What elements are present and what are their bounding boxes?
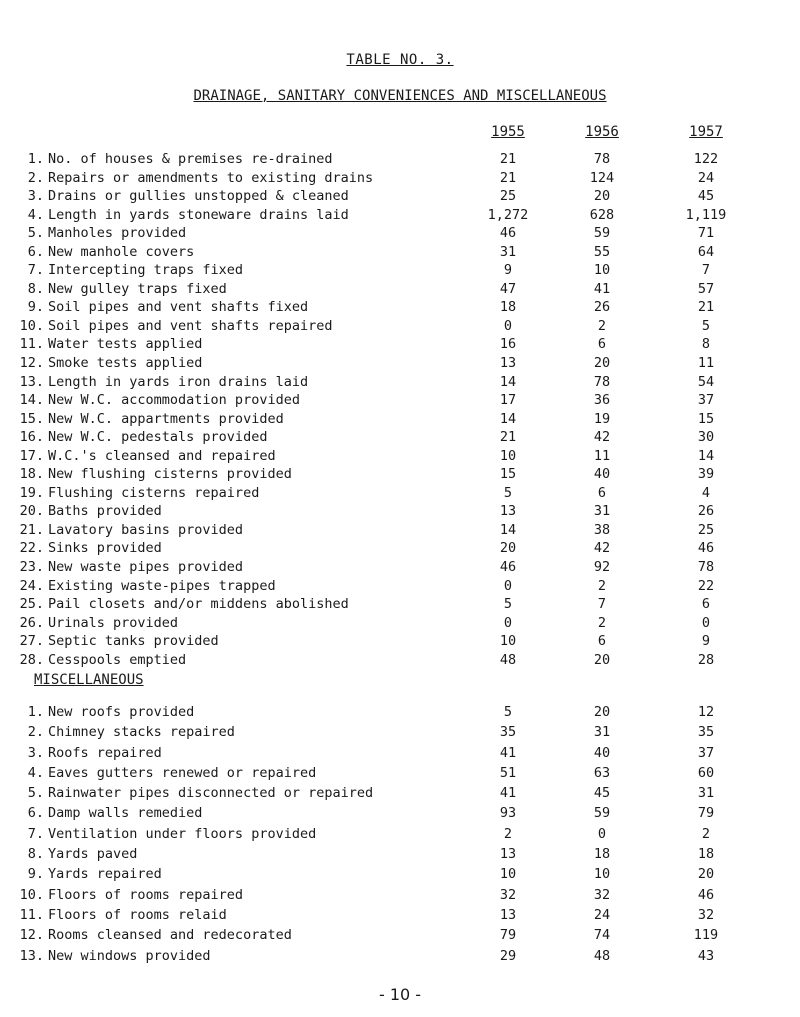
value-cell-1957: 71 (697, 225, 715, 242)
table-row (0, 206, 800, 225)
value-cell-1956: 6 (597, 484, 607, 501)
year-header-row (0, 124, 800, 144)
table-row (0, 391, 800, 410)
value-cell-1956: 0 (597, 825, 607, 842)
row-label: Smoke tests applied (48, 355, 203, 372)
table-row (0, 595, 800, 614)
row-label: New waste pipes provided (48, 559, 244, 576)
table-row (0, 783, 800, 803)
row-label: No. of houses & premises re-drained (48, 151, 333, 167)
row-number: 2. (27, 724, 44, 741)
row-number: 3. (27, 744, 44, 761)
row-label: Rooms cleansed and redecorated (48, 927, 292, 944)
value-cell-1957: 9 (701, 633, 711, 650)
value-cell-1956: 6 (597, 633, 607, 650)
value-cell-1956: 78 (593, 151, 611, 167)
row-label: Lavatory basins provided (48, 521, 244, 538)
value-cell-1955: 21 (499, 151, 517, 167)
value-cell-1955: 41 (499, 785, 517, 802)
table-row (0, 722, 800, 742)
value-cell-1956: 42 (593, 429, 611, 446)
value-cell-1955: 21 (499, 169, 517, 186)
value-cell-1957: 28 (697, 651, 715, 668)
value-cell-1957: 4 (701, 484, 711, 501)
table-row (0, 844, 800, 864)
row-number: 16. (19, 429, 44, 446)
row-label: Roofs repaired (48, 744, 162, 761)
value-cell-1957: 78 (697, 559, 715, 576)
drainage-table (0, 150, 800, 669)
value-cell-1955: 0 (503, 317, 513, 334)
misc-heading: MISCELLANEOUS (34, 672, 144, 688)
value-cell-1957: 0 (701, 614, 711, 631)
value-cell-1957: 1,119 (685, 206, 727, 223)
row-number: 23. (19, 559, 44, 576)
row-label: Yards paved (48, 846, 138, 863)
row-number: 1. (27, 704, 44, 720)
row-number: 8. (27, 846, 44, 863)
row-number: 4. (27, 764, 44, 781)
value-cell-1957: 15 (697, 410, 715, 427)
row-label: Eaves gutters renewed or repaired (48, 764, 317, 781)
table-row (0, 502, 800, 521)
table-row (0, 335, 800, 354)
table-row (0, 946, 800, 966)
row-number: 11. (19, 336, 44, 353)
value-cell-1957: 22 (697, 577, 715, 594)
value-cell-1957: 43 (697, 947, 715, 964)
value-cell-1957: 46 (697, 540, 715, 557)
value-cell-1955: 13 (499, 355, 517, 372)
value-cell-1955: 48 (499, 651, 517, 668)
row-number: 7. (27, 262, 44, 279)
table-row (0, 428, 800, 447)
row-label: New W.C. pedestals provided (48, 429, 268, 446)
row-label: New roofs provided (48, 704, 195, 720)
row-number: 14. (19, 392, 44, 409)
row-label: Urinals provided (48, 614, 179, 631)
table-row (0, 632, 800, 651)
value-cell-1956: 59 (593, 225, 611, 242)
value-cell-1956: 18 (593, 846, 611, 863)
row-number: 20. (19, 503, 44, 520)
value-cell-1956: 31 (593, 724, 611, 741)
value-cell-1957: 12 (697, 704, 715, 720)
value-cell-1956: 45 (593, 785, 611, 802)
table-row (0, 169, 800, 188)
value-cell-1957: 5 (701, 317, 711, 334)
row-label: Cesspools emptied (48, 651, 187, 668)
value-cell-1956: 124 (589, 169, 615, 186)
table-row (0, 905, 800, 925)
row-label: Sinks provided (48, 540, 162, 557)
value-cell-1955: 18 (499, 299, 517, 316)
row-number: 17. (19, 447, 44, 464)
table-row (0, 484, 800, 503)
row-label: Existing waste-pipes trapped (48, 577, 276, 594)
value-cell-1956: 19 (593, 410, 611, 427)
row-number: 19. (19, 484, 44, 501)
table-row (0, 261, 800, 280)
value-cell-1956: 40 (593, 744, 611, 761)
row-label: Intercepting traps fixed (48, 262, 244, 279)
row-number: 13. (19, 373, 44, 390)
value-cell-1957: 31 (697, 785, 715, 802)
value-cell-1956: 59 (593, 805, 611, 822)
value-cell-1955: 32 (499, 886, 517, 903)
value-cell-1955: 0 (503, 614, 513, 631)
table-row (0, 743, 800, 763)
value-cell-1955: 46 (499, 225, 517, 242)
row-number: 12. (19, 355, 44, 372)
value-cell-1956: 2 (597, 577, 607, 594)
row-number: 2. (27, 169, 44, 186)
value-cell-1957: 6 (701, 596, 711, 613)
row-number: 28. (19, 651, 44, 668)
row-label: Length in yards stoneware drains laid (48, 206, 349, 223)
row-number: 21. (19, 521, 44, 538)
row-label: Baths provided (48, 503, 162, 520)
value-cell-1957: 37 (697, 744, 715, 761)
row-number: 13. (19, 947, 44, 964)
value-cell-1956: 7 (597, 596, 607, 613)
table-row (0, 150, 800, 169)
row-number: 12. (19, 927, 44, 944)
value-cell-1956: 6 (597, 336, 607, 353)
value-cell-1955: 47 (499, 280, 517, 297)
table-row (0, 280, 800, 299)
table-row (0, 243, 800, 262)
row-label: Drains or gullies unstopped & cleaned (48, 188, 349, 205)
value-cell-1957: 7 (701, 262, 711, 279)
row-number: 15. (19, 410, 44, 427)
value-cell-1955: 10 (499, 447, 517, 464)
row-number: 5. (27, 225, 44, 242)
value-cell-1955: 10 (499, 633, 517, 650)
row-label: Yards repaired (48, 866, 162, 883)
value-cell-1957: 122 (693, 151, 719, 167)
value-cell-1957: 32 (697, 906, 715, 923)
row-label: Repairs or amendments to existing drains (48, 169, 374, 186)
value-cell-1957: 37 (697, 392, 715, 409)
value-cell-1957: 60 (697, 764, 715, 781)
row-label: Septic tanks provided (48, 633, 219, 650)
value-cell-1955: 2 (503, 825, 513, 842)
row-number: 7. (27, 825, 44, 842)
value-cell-1955: 0 (503, 577, 513, 594)
table-row (0, 925, 800, 945)
table-row (0, 824, 800, 844)
miscellaneous-table (0, 702, 800, 966)
value-cell-1955: 10 (499, 866, 517, 883)
value-cell-1956: 55 (593, 243, 611, 260)
row-number: 5. (27, 785, 44, 802)
value-cell-1957: 30 (697, 429, 715, 446)
row-number: 8. (27, 280, 44, 297)
row-number: 9. (27, 299, 44, 316)
value-cell-1955: 16 (499, 336, 517, 353)
row-number: 27. (19, 633, 44, 650)
value-cell-1956: 26 (593, 299, 611, 316)
value-cell-1957: 119 (693, 927, 719, 944)
row-number: 6. (27, 805, 44, 822)
value-cell-1955: 51 (499, 764, 517, 781)
table-row (0, 373, 800, 392)
table-row (0, 763, 800, 783)
table-row (0, 885, 800, 905)
row-label: Water tests applied (48, 336, 203, 353)
value-cell-1956: 78 (593, 373, 611, 390)
table-row (0, 224, 800, 243)
value-cell-1955: 29 (499, 947, 517, 964)
table-row (0, 803, 800, 823)
value-cell-1956: 36 (593, 392, 611, 409)
value-cell-1956: 20 (593, 704, 611, 720)
value-cell-1956: 48 (593, 947, 611, 964)
value-cell-1957: 39 (697, 466, 715, 483)
table-row (0, 614, 800, 633)
row-label: Damp walls remedied (48, 805, 203, 822)
table-row (0, 187, 800, 206)
row-label: Floors of rooms relaid (48, 906, 227, 923)
row-number: 3. (27, 188, 44, 205)
table-row (0, 577, 800, 596)
year-header-1956: 1956 (585, 124, 619, 140)
value-cell-1955: 31 (499, 243, 517, 260)
value-cell-1955: 5 (503, 596, 513, 613)
value-cell-1955: 14 (499, 410, 517, 427)
value-cell-1956: 20 (593, 355, 611, 372)
row-label: Rainwater pipes disconnected or repaired (48, 785, 374, 802)
row-number: 10. (19, 317, 44, 334)
row-number: 18. (19, 466, 44, 483)
table-subtitle: DRAINAGE, SANITARY CONVENIENCES AND MISCELLANEOUS (193, 88, 607, 104)
value-cell-1957: 14 (697, 447, 715, 464)
value-cell-1955: 41 (499, 744, 517, 761)
year-header-1955: 1955 (491, 124, 525, 140)
row-number: 26. (19, 614, 44, 631)
table-row (0, 864, 800, 884)
value-cell-1955: 35 (499, 724, 517, 741)
row-label: Chimney stacks repaired (48, 724, 235, 741)
row-number: 9. (27, 866, 44, 883)
table-row (0, 521, 800, 540)
value-cell-1957: 11 (697, 355, 715, 372)
table-row (0, 317, 800, 336)
row-label: Floors of rooms repaired (48, 886, 244, 903)
value-cell-1955: 13 (499, 906, 517, 923)
value-cell-1957: 24 (697, 169, 715, 186)
value-cell-1957: 21 (697, 299, 715, 316)
value-cell-1956: 2 (597, 317, 607, 334)
value-cell-1957: 57 (697, 280, 715, 297)
value-cell-1956: 11 (593, 447, 611, 464)
row-number: 4. (27, 206, 44, 223)
value-cell-1956: 42 (593, 540, 611, 557)
value-cell-1957: 64 (697, 243, 715, 260)
value-cell-1957: 79 (697, 805, 715, 822)
value-cell-1956: 20 (593, 651, 611, 668)
value-cell-1955: 79 (499, 927, 517, 944)
value-cell-1955: 15 (499, 466, 517, 483)
value-cell-1955: 17 (499, 392, 517, 409)
row-label: Ventilation under floors provided (48, 825, 317, 842)
value-cell-1955: 46 (499, 559, 517, 576)
value-cell-1957: 18 (697, 846, 715, 863)
value-cell-1956: 2 (597, 614, 607, 631)
row-label: New gulley traps fixed (48, 280, 227, 297)
table-row (0, 354, 800, 373)
value-cell-1955: 9 (503, 262, 513, 279)
value-cell-1956: 32 (593, 886, 611, 903)
value-cell-1955: 5 (503, 704, 513, 720)
value-cell-1955: 5 (503, 484, 513, 501)
value-cell-1956: 74 (593, 927, 611, 944)
table-row (0, 410, 800, 429)
year-header-1957: 1957 (689, 124, 723, 140)
value-cell-1957: 25 (697, 521, 715, 538)
value-cell-1957: 46 (697, 886, 715, 903)
value-cell-1956: 628 (589, 206, 615, 223)
row-number: 24. (19, 577, 44, 594)
value-cell-1956: 63 (593, 764, 611, 781)
page-number: - 10 - (378, 985, 422, 1004)
value-cell-1955: 25 (499, 188, 517, 205)
value-cell-1957: 2 (701, 825, 711, 842)
table-row (0, 558, 800, 577)
row-label: Soil pipes and vent shafts fixed (48, 299, 309, 316)
row-label: Flushing cisterns repaired (48, 484, 260, 501)
row-label: Length in yards iron drains laid (48, 373, 309, 390)
table-row (0, 539, 800, 558)
row-label: Manholes provided (48, 225, 187, 242)
value-cell-1955: 1,272 (487, 206, 529, 223)
value-cell-1955: 14 (499, 373, 517, 390)
table-title: TABLE NO. 3. (346, 52, 454, 68)
value-cell-1957: 8 (701, 336, 711, 353)
value-cell-1955: 20 (499, 540, 517, 557)
row-label: W.C.'s cleansed and repaired (48, 447, 276, 464)
row-label: New flushing cisterns provided (48, 466, 292, 483)
table-row (0, 651, 800, 670)
table-row (0, 298, 800, 317)
value-cell-1956: 24 (593, 906, 611, 923)
value-cell-1956: 92 (593, 559, 611, 576)
row-number: 10. (19, 886, 44, 903)
value-cell-1955: 13 (499, 846, 517, 863)
row-label: New W.C. appartments provided (48, 410, 284, 427)
value-cell-1957: 45 (697, 188, 715, 205)
value-cell-1957: 54 (697, 373, 715, 390)
row-label: New manhole covers (48, 243, 195, 260)
row-label: Pail closets and/or middens abolished (48, 596, 349, 613)
row-label: Soil pipes and vent shafts repaired (48, 317, 333, 334)
row-number: 6. (27, 243, 44, 260)
value-cell-1955: 93 (499, 805, 517, 822)
value-cell-1956: 41 (593, 280, 611, 297)
table-row (0, 465, 800, 484)
value-cell-1957: 26 (697, 503, 715, 520)
value-cell-1956: 31 (593, 503, 611, 520)
value-cell-1956: 10 (593, 866, 611, 883)
value-cell-1955: 21 (499, 429, 517, 446)
value-cell-1956: 38 (593, 521, 611, 538)
value-cell-1956: 40 (593, 466, 611, 483)
value-cell-1955: 14 (499, 521, 517, 538)
row-number: 11. (19, 906, 44, 923)
table-row (0, 702, 800, 722)
value-cell-1955: 13 (499, 503, 517, 520)
value-cell-1957: 20 (697, 866, 715, 883)
value-cell-1957: 35 (697, 724, 715, 741)
value-cell-1956: 10 (593, 262, 611, 279)
row-number: 1. (27, 151, 44, 167)
table-row (0, 447, 800, 466)
row-label: New windows provided (48, 947, 211, 964)
row-number: 22. (19, 540, 44, 557)
value-cell-1956: 20 (593, 188, 611, 205)
row-number: 25. (19, 596, 44, 613)
row-label: New W.C. accommodation provided (48, 392, 300, 409)
